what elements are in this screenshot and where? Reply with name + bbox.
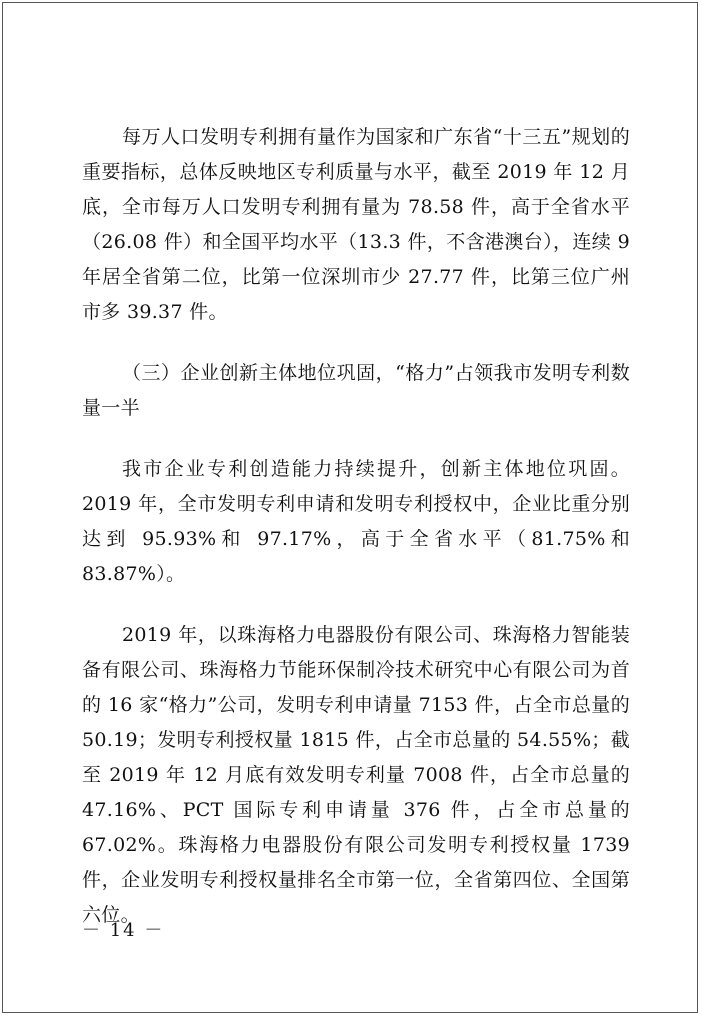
section-heading-3: （三）企业创新主体地位巩固，“格力”占领我市发明专利数量一半	[82, 362, 630, 419]
paragraph-patent-ownership: 每万人口发明专利拥有量作为国家和广东省“十三五”规划的重要指标，总体反映地区专利质量与水平，截至 2019 年 12 月底，全市每万人口发明专利拥有量为 78.58 件，高于全省水平（26.08 件）和全国平均水平（13.3 件，不含港澳台），连续 9 年居全省第二位，比第一位深圳市少 27.77 件，比第三位广州市多 39.37 件。	[82, 126, 630, 323]
paragraph-enterprise-share: 我市企业专利创造能力持续提升，创新主体地位巩固。2019 年，全市发明专利申请和发明专利授权中，企业比重分别达到 95.93%和 97.17%，高于全省水平（81.75%和 83.87%）。	[82, 458, 630, 585]
paragraph-gree-patents: 2019 年，以珠海格力电器股份有限公司、珠海格力智能装备有限公司、珠海格力节能环保制冷技术研究中心有限公司为首的 16 家“格力”公司，发明专利申请量 7153 件，占全市总量的 50.19；发明专利授权量 1815 件，占全市总量的 54.55%；截至 2019 年 12 月底有效发明专利量 7008 件，占全市总量的 47.16%、PCT 国际专利申请量 376 件，占全市总量的 67.02%。珠海格力电器股份有限公司发明专利授权量 1739 件，企业发明专利授权量排名全市第一位，全省第四位、全国第六位。	[82, 624, 630, 926]
document-body	[82, 120, 630, 959]
page-number: － 14 －	[82, 920, 165, 941]
